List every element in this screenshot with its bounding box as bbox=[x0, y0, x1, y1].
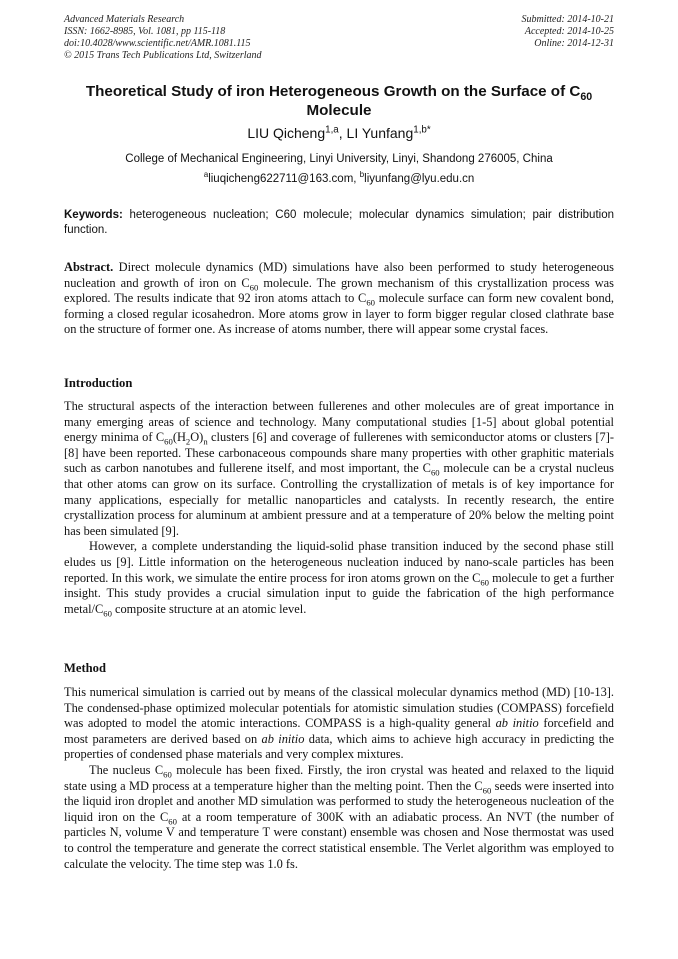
submitted-date: Submitted: 2014-10-21 bbox=[521, 14, 614, 25]
keywords-text: heterogeneous nucleation; C60 molecule; molecular dynamics simulation; pair distribution function. bbox=[64, 209, 614, 236]
keywords bbox=[64, 208, 614, 238]
abstract: Abstract. Direct molecule dynamics (MD) simulations have also been performed to study heterogeneous nucleation and growth of iron on $C_{60}$ molecule. The grown mechanism of this crystallization process was explored. The results indicate that 92 iron atoms attach to $C_{60}$ molecule surface can form new covalent bond, forming a closed regular icosahedron. More atoms grow in layer to form bigger regular closed clathrate base on the structure of former one. As increase of atoms number, there will appear some crystal faces. bbox=[64, 260, 615, 337]
journal-name: Advanced Materials Research bbox=[64, 14, 185, 25]
online-date: Online: 2014-12-31 bbox=[534, 38, 614, 49]
author-list: LIU Qicheng$^{1,a}$, LI Yunfang$^{1,b*}$ bbox=[247, 124, 431, 141]
email-link[interactable]: liyunfang@lyu.edu.cn bbox=[364, 173, 475, 185]
author-emails: $^a$liuqicheng622711@163.com, $^b$liyunfang@lyu.edu.cn bbox=[203, 170, 475, 185]
author-name: LIU Qicheng bbox=[247, 125, 326, 141]
email-link[interactable]: liuqicheng622711@163.com bbox=[208, 173, 354, 185]
accepted-date: Accepted: 2014-10-25 bbox=[524, 26, 614, 37]
paragraph: The structural aspects of the interaction between fullerenes and other molecules are of great importance in many emerging areas of science and technology. Many computational studies [1-5] about global potential energy minima of $C_{60}(H_2O)_n$ clusters [6] and coverage of fullerenes with semiconductor atoms or clusters [7]-[8] have been reported. These carbonaceous compounds share many properties with other graphitic materials such as carbon nanotubes and fullerene itself, and most important, the $C_{60}$ molecule can be a crystal nucleus that other atoms can grow on its surface. Controlling the crystallization of metals is of key importance for many applications, especially for metallic nanoparticles and catalysts. In recently research, the entire crystallization process for aluminum at ambient pressure and at a temperature of 20% below the melting point has been simulated [9]. bbox=[64, 399, 614, 538]
affiliation: College of Mechanical Engineering, Linyi University, Linyi, Shandong 276005, China bbox=[125, 153, 553, 165]
paper-title: Theoretical Study of iron Heterogeneous Growth on the Surface of $C_{60}$ Molecule bbox=[85, 83, 593, 119]
introduction-body bbox=[64, 399, 614, 617]
issn: ISSN: 1662-8985, Vol. 1081, pp 115-118 bbox=[64, 26, 226, 37]
keywords-label: Keywords: bbox=[64, 209, 123, 221]
author-name: LI Yunfang bbox=[346, 125, 414, 141]
method-body bbox=[64, 685, 614, 872]
journal-info bbox=[64, 14, 262, 62]
paragraph: This numerical simulation is carried out by means of the classical molecular dynamics method (MD) [10-13]. The condensed-phase optimized molecular potentials for atomistic simulation studies (COMPASS) forcefield was adopted to model the atomic interactions. COMPASS is a high-quality general ab initio forcefield and most parameters are derived based on ab initio data, which aims to achieve high accuracy in predicting the properties of condensed phase materials and very complex mixtures. bbox=[64, 685, 615, 762]
paragraph: The nucleus $C_{60}$ molecule has been fixed. Firstly, the iron crystal was heated and relaxed to the liquid state using a MD process at a temperature higher than the melting point. Then the $C_{60}$ seeds were inserted into the liquid iron droplet and another MD simulation was performed to study the heterogeneous nucleation of the liquid iron on the $C_{60}$ at a room temperature of 300K with an adiabatic process. An NVT (the number of particles N, volume V and temperature T were constant) ensemble was chosen and Nose thermostat was used to control the temperature and generate the correct statistical ensemble. The Verlet algorithm was employed to calculate the velocity. The time step was 1.0 fs. bbox=[64, 762, 614, 871]
copyright: © 2015 Trans Tech Publications Ltd, Switzerland bbox=[64, 50, 262, 61]
publication-dates bbox=[522, 14, 615, 50]
abstract-label: Abstract. bbox=[64, 260, 114, 274]
section-heading-introduction: Introduction bbox=[64, 376, 133, 390]
doi: doi:10.4028/www.scientific.net/AMR.1081.115 bbox=[64, 38, 251, 49]
paragraph: However, a complete understanding the liquid-solid phase transition induced by the second phase still eludes us [9]. Little information on the heterogeneous nucleation induced by nano-scale particles has been reported. In this work, we simulate the entire process for iron atoms grown on the $C_{60}$ molecule to get a further insight. This study provides a crucial simulation input to guide the fabrication of the high performance metal/$C_{60}$ composite structure at an atomic level. bbox=[64, 539, 614, 619]
section-heading-method: Method bbox=[64, 661, 106, 675]
